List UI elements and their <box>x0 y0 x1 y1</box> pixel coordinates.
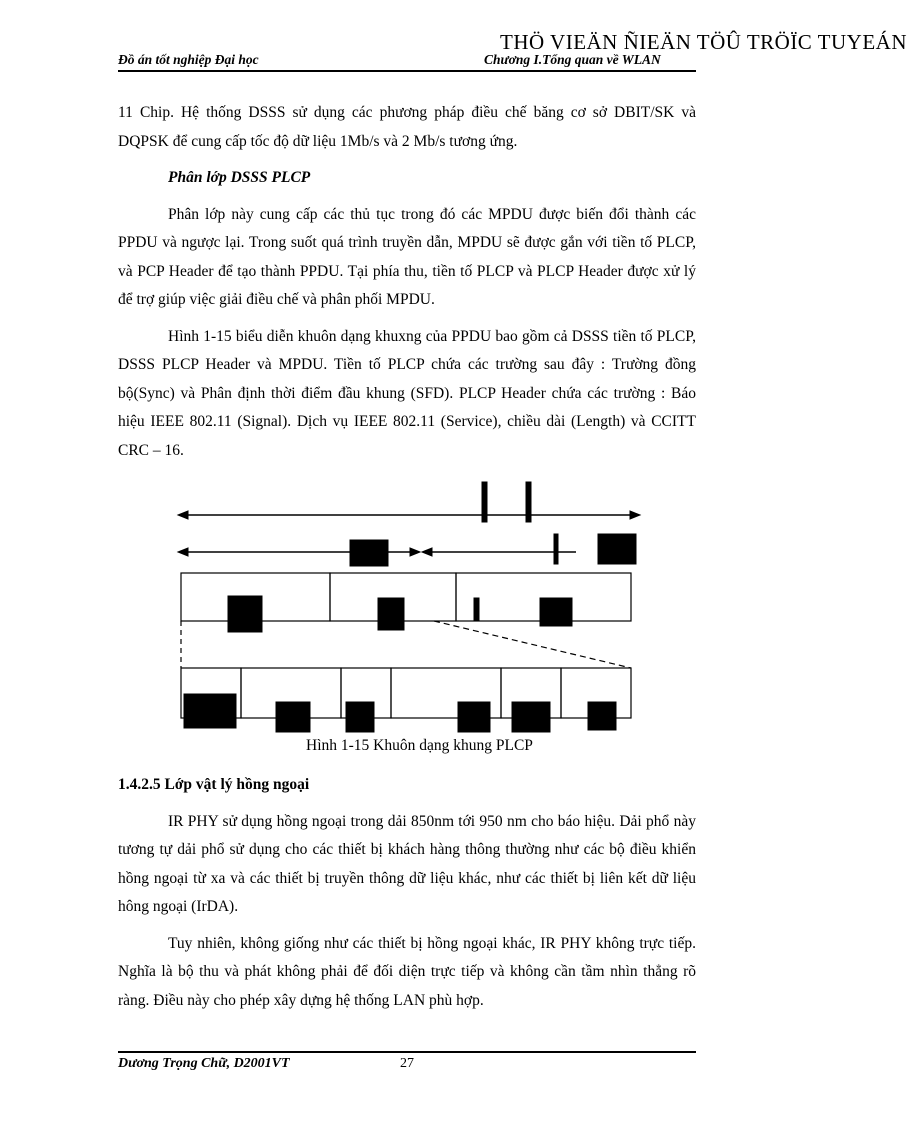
redacted-label <box>350 540 388 566</box>
marker-bar <box>554 534 558 564</box>
marker-bar <box>482 482 487 522</box>
header-left: Đồ án tốt nghiệp Đại học <box>118 52 259 67</box>
redacted-label <box>588 702 616 730</box>
dashed-connector <box>434 621 631 668</box>
arrow-head-right <box>410 548 420 556</box>
marker-bar <box>526 482 531 522</box>
header-right: Chương I.Tổng quan về WLAN <box>484 52 661 67</box>
paragraph-plcp: Phân lớp này cung cấp các thủ tục trong đó các MPDU được biến đổi thành các PPDU và ngược lại. Trong suốt quá trình truyền dẫn, MPDU sẽ được gắn với tiền tố PLCP, và PCP Header để tạo thành PPDU. Tại phía thu, tiền tố PLCP và PLCP Header được xử lý để trợ giúp việc giải điều chế và phân phối MPDU. <box>118 205 696 308</box>
page-number: 27 <box>400 1056 414 1071</box>
arrow-head-right <box>630 511 640 519</box>
redacted-label <box>378 598 404 630</box>
figure-caption: Hình 1-15 Khuôn dạng khung PLCP <box>306 737 533 754</box>
paragraph-figure-desc: Hình 1-15 biểu diễn khuôn dạng khuxng của PPDU bao gồm cả DSSS tiền tố PLCP, DSSS PLCP Header và MPDU. Tiền tố PLCP chứa các trường sau đây : Trường đồng bộ(Sync) và Phân định thời điểm đầu khung (SFD). PLCP Header chứa các trường : Báo hiệu IEEE 802.11 (Signal). Dịch vụ IEEE 802.11 (Service), chiều dài (Length) và CCITT CRC – 16. <box>118 327 696 459</box>
footer-rule <box>118 1051 696 1053</box>
subheading: Phân lớp DSSS PLCP <box>168 169 311 186</box>
redacted-label <box>512 702 550 732</box>
redacted-label <box>228 596 262 632</box>
paragraph-ir-direct: Tuy nhiên, không giống như các thiết bị hồng ngoại khác, IR PHY không trực tiếp. Nghĩa là bộ thu và phát không phải để đối diện trực tiếp và không cần tầm nhìn thẳng rõ ràng. Điều này cho phép xây dựng hệ thống LAN phù hợp. <box>118 934 696 1009</box>
redacted-label <box>276 702 310 732</box>
section-title: 1.4.2.5 Lớp vật lý hồng ngoại <box>118 776 310 793</box>
redacted-label <box>184 694 236 728</box>
body-top <box>118 99 696 465</box>
paragraph-ir-phy: IR PHY sử dụng hồng ngoại trong dải 850nm tới 950 nm cho báo hiệu. Dải phổ này tương tự dải phổ sử dụng cho các thiết bị khách hàng thông thường như các bộ điều khiển hồng ngoại từ xa và các thiết bị truyền thông dữ liệu khác, như các thiết bị liên kết dữ liệu hông ngoại (IrDA). <box>118 812 696 915</box>
redacted-label <box>540 598 572 626</box>
watermark-text: THÖ VIEÄN ÑIEÄN TÖÛ TRÖÏC TUYEÁN <box>500 30 907 54</box>
redacted-label <box>346 702 374 732</box>
arrow-head-left <box>178 511 188 519</box>
body-bottom <box>118 771 696 1015</box>
redacted-label <box>458 702 490 732</box>
paragraph-intro: 11 Chip. Hệ thống DSSS sử dụng các phương pháp điều chế băng cơ sở DBIT/SK và DQPSK để cung cấp tốc độ dữ liệu 1Mb/s và 2 Mb/s tương ứng. <box>118 104 696 150</box>
redacted-label <box>598 534 636 564</box>
arrow-head-left <box>178 548 188 556</box>
marker-bar <box>474 598 479 620</box>
page-header <box>118 50 696 72</box>
plcp-frame-diagram <box>176 478 642 768</box>
footer-author: Dương Trọng Chữ, D2001VT <box>118 1056 290 1071</box>
